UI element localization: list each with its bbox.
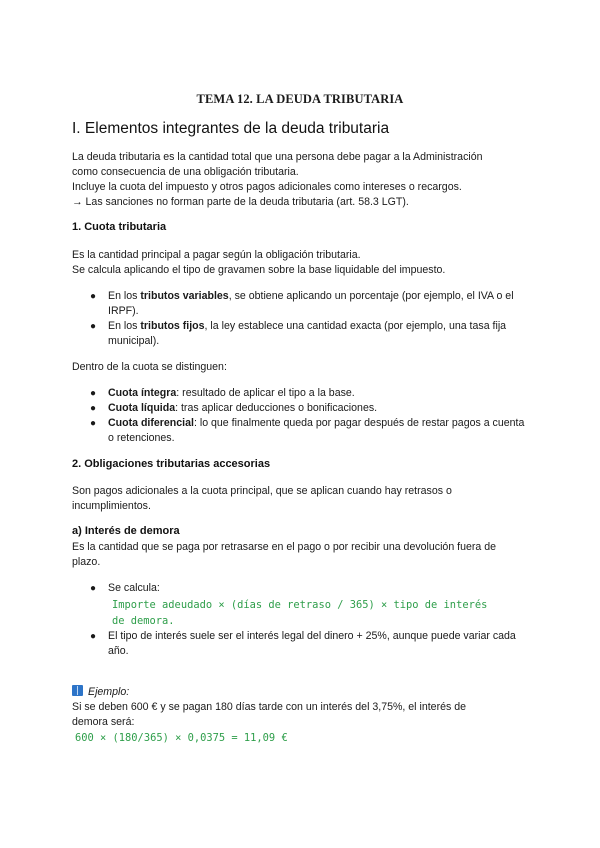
bullet-icon: ● (90, 388, 97, 399)
list-item: ● Cuota íntegra: resultado de aplicar el tipo a la base. (90, 387, 355, 399)
intro-paragraph (72, 150, 532, 210)
text-line: plazo. (72, 556, 101, 568)
list-item: ● El tipo de interés suele ser el interés legal del dinero + 25%, aunque puede variar cada año. (90, 630, 516, 657)
list-item: ● Cuota diferencial: lo que finalmente queda por pagar después de restar pagos a cuenta o retenciones. (90, 417, 525, 444)
formula: Importe adeudado × (días de retraso / 365) × tipo de interés de demora. (112, 599, 488, 627)
tributos-list (88, 289, 533, 349)
bullet-icon: ● (90, 631, 97, 642)
ejemplo-label: Ejemplo: (72, 685, 532, 700)
text-line: incumplimientos. (72, 500, 151, 512)
text-line: Se calcula aplicando el tipo de gravamen sobre la base liquidable del impuesto. (72, 264, 446, 276)
text-line: demora será: (72, 716, 135, 728)
ejemplo-calc: 600 × (180/365) × 0,0375 = 11,09 € (75, 732, 288, 744)
subheading-interes: a) Interés de demora (72, 525, 180, 537)
interes-paragraph (72, 540, 532, 570)
section-heading: I. Elementos integrantes de la deuda tributaria (72, 120, 390, 137)
interes-list (88, 581, 533, 659)
text-line: Si se deben 600 € y se pagan 180 días tarde con un interés del 3,75%, el interés de (72, 701, 467, 713)
list-item: ● En los tributos variables, se obtiene aplicando un porcentaje (por ejemplo, el IVA o el IRPF). (90, 290, 514, 317)
list-item: ● Cuota líquida: tras aplicar deducciones o bonificaciones. (90, 402, 378, 414)
cuota-paragraph (72, 248, 532, 278)
document-title: TEMA 12. LA DEUDA TRIBUTARIA (196, 92, 404, 106)
subheading-cuota: 1. Cuota tributaria (72, 221, 167, 233)
bullet-icon: ● (90, 403, 97, 414)
text-line: → Las sanciones no forman parte de la deuda tributaria (art. 58.3 LGT). (72, 196, 409, 208)
text-line: Son pagos adicionales a la cuota principal, que se aplican cuando hay retrasos o (72, 485, 452, 497)
book-icon (72, 685, 83, 696)
text-line: Es la cantidad principal a pagar según la obligación tributaria. (72, 249, 361, 261)
list-item: ● Se calcula: Importe adeudado × (días de retraso / 365) × tipo de interés de demora. (88, 581, 533, 629)
bullet-icon: ● (90, 291, 97, 302)
accesorias-paragraph (72, 484, 532, 514)
bullet-icon: ● (90, 583, 97, 594)
text-line: Incluye la cuota del impuesto y otros pagos adicionales como intereses o recargos. (72, 181, 462, 193)
list-item: ● En los tributos fijos, la ley establece una cantidad exacta (por ejemplo, una tasa fija municipal). (90, 320, 507, 347)
bullet-icon: ● (90, 418, 97, 429)
text-line: La deuda tributaria es la cantidad total que una persona debe pagar a la Administración (72, 151, 483, 163)
bullet-icon: ● (90, 321, 97, 332)
distinguen-text: Dentro de la cuota se distinguen: (72, 361, 227, 373)
ejemplo-block (72, 685, 532, 746)
text-line: como consecuencia de una obligación tributaria. (72, 166, 299, 178)
cuota-types-list (88, 386, 533, 446)
text-line: Es la cantidad que se paga por retrasarse en el pago o por recibir una devolución fuera de (72, 541, 497, 553)
subheading-accesorias: 2. Obligaciones tributarias accesorias (72, 458, 271, 470)
